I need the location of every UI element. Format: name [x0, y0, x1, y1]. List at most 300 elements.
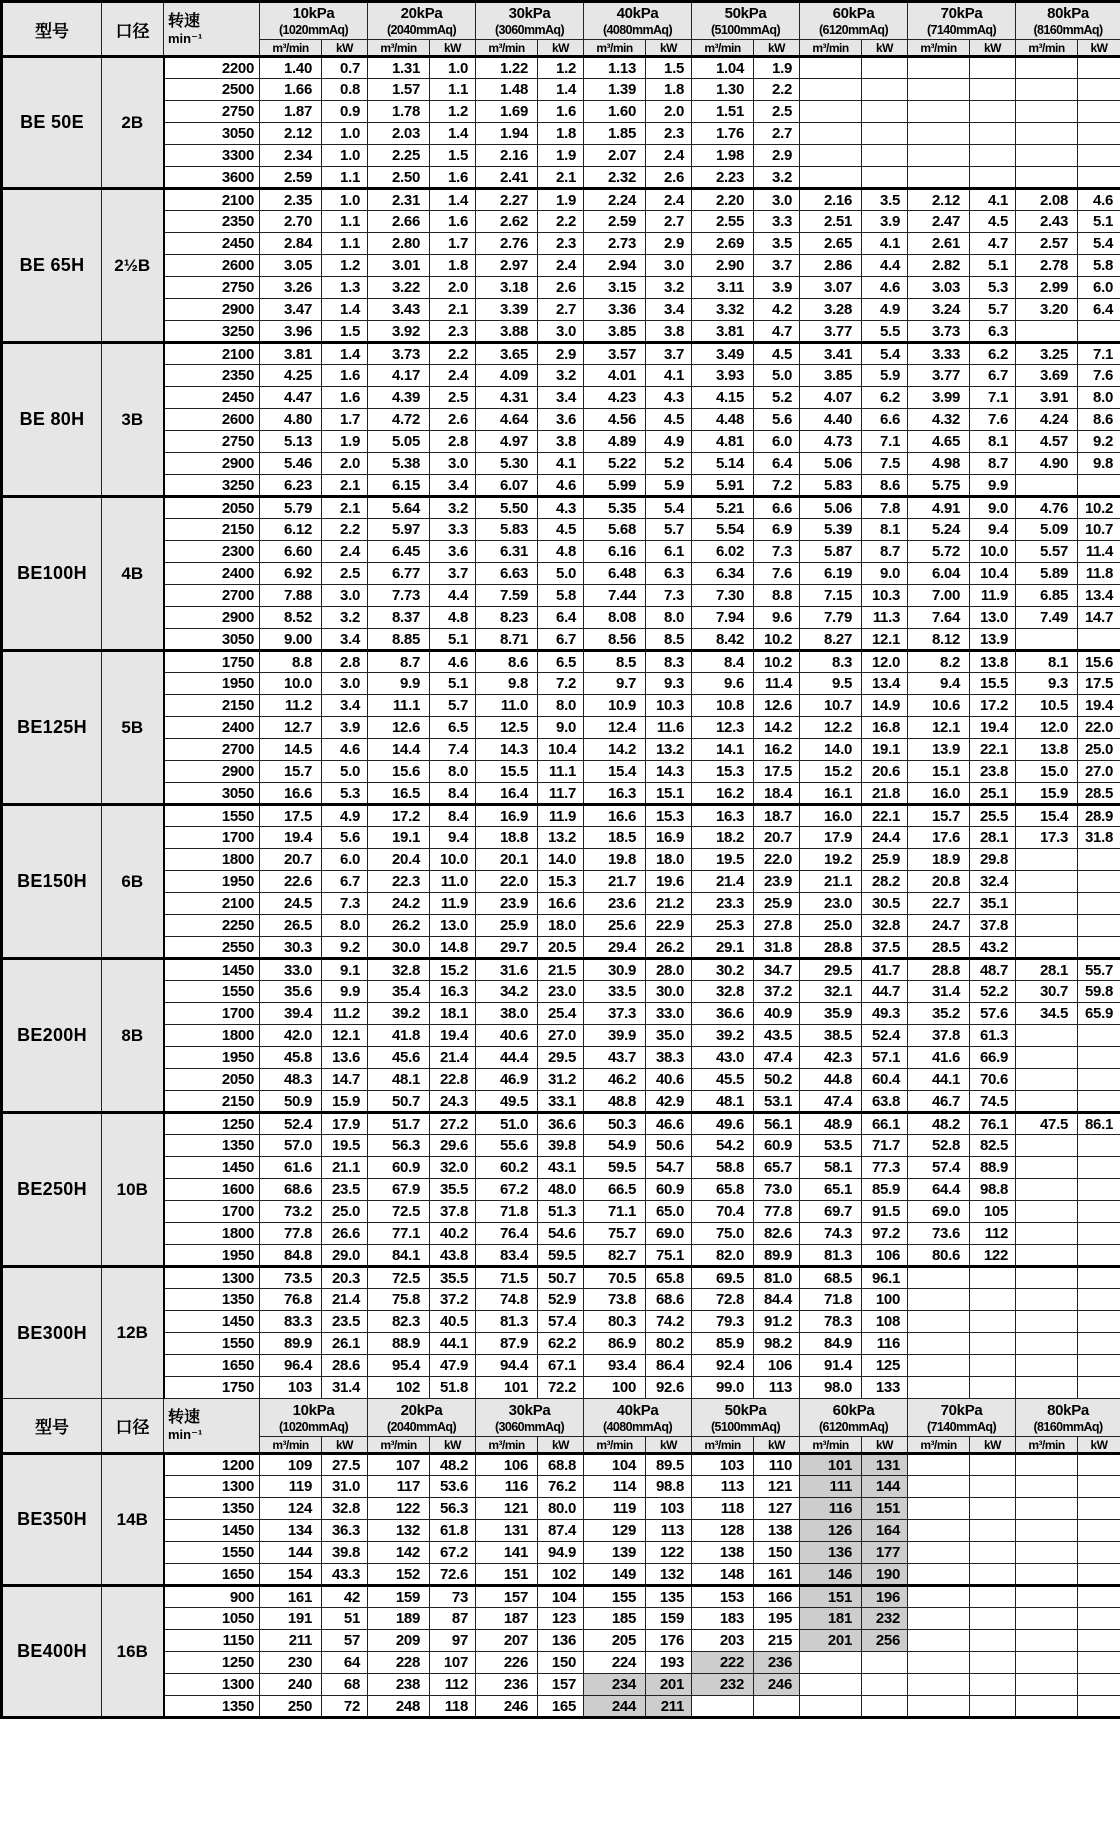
- flow-value-cell: 134: [260, 1520, 322, 1542]
- kw-value-cell: 9.0: [538, 717, 584, 739]
- pressure-kpa-label: 50kPa: [724, 5, 767, 22]
- flow-value-cell: 5.06: [800, 497, 862, 519]
- flow-value-cell: 42.0: [260, 1025, 322, 1047]
- kw-value-cell: 5.1: [430, 673, 476, 695]
- table-row: [2, 321, 1120, 343]
- kw-value-cell: 36.6: [538, 1113, 584, 1135]
- flow-value-cell: 1.69: [476, 101, 538, 123]
- flow-value-cell: 61.6: [260, 1157, 322, 1179]
- flow-value-cell: 16.4: [476, 783, 538, 805]
- flow-value-cell: 98.0: [800, 1377, 862, 1399]
- kw-value-cell: 6.0: [1078, 277, 1120, 299]
- flow-value-cell: 43.7: [584, 1047, 646, 1069]
- table-row: [2, 365, 1120, 387]
- flow-value-cell: 83.3: [260, 1311, 322, 1333]
- speed-header: [164, 2, 260, 57]
- flow-value-cell: 57.0: [260, 1135, 322, 1157]
- flow-value-cell: 75.0: [692, 1223, 754, 1245]
- kw-value-cell: 4.8: [538, 541, 584, 563]
- kw-value-cell: 9.0: [970, 497, 1016, 519]
- kw-value-cell: 61.8: [430, 1520, 476, 1542]
- flow-value-cell: 22.6: [260, 871, 322, 893]
- kw-value-cell: 8.8: [754, 585, 800, 607]
- kw-value-cell: 69.0: [646, 1223, 692, 1245]
- kw-value-cell: 8.1: [970, 431, 1016, 453]
- rpm-cell: 2100: [164, 343, 260, 365]
- kw-value-cell: 16.2: [754, 739, 800, 761]
- kw-unit-header: kW: [754, 1437, 800, 1454]
- kw-unit-header: kW: [322, 1437, 368, 1454]
- kw-value-cell: 16.8: [862, 717, 908, 739]
- flow-value-cell: 16.6: [260, 783, 322, 805]
- kw-value-cell: [1078, 145, 1120, 167]
- kw-value-cell: 40.9: [754, 1003, 800, 1025]
- flow-value-cell: 22.0: [476, 871, 538, 893]
- flow-value-cell: 1.98: [692, 145, 754, 167]
- flow-value-cell: [800, 57, 862, 79]
- kw-value-cell: 3.8: [538, 431, 584, 453]
- flow-value-cell: 1.04: [692, 57, 754, 79]
- kw-value-cell: 123: [538, 1608, 584, 1630]
- flow-unit-header: m³/min: [368, 1437, 430, 1454]
- flow-value-cell: 250: [260, 1696, 322, 1718]
- kw-value-cell: [1078, 1564, 1120, 1586]
- flow-value-cell: [1016, 1652, 1078, 1674]
- flow-value-cell: 3.28: [800, 299, 862, 321]
- flow-value-cell: 6.19: [800, 563, 862, 585]
- kw-value-cell: 2.7: [754, 123, 800, 145]
- flow-value-cell: 2.43: [1016, 211, 1078, 233]
- kw-value-cell: 31.8: [754, 937, 800, 959]
- kw-value-cell: 71.7: [862, 1135, 908, 1157]
- kw-value-cell: 13.0: [970, 607, 1016, 629]
- flow-value-cell: 4.32: [908, 409, 970, 431]
- kw-value-cell: 86.4: [646, 1355, 692, 1377]
- kw-value-cell: 7.3: [322, 893, 368, 915]
- kw-unit-header: kW: [1078, 40, 1120, 57]
- kw-value-cell: 5.4: [1078, 233, 1120, 255]
- flow-value-cell: 35.6: [260, 981, 322, 1003]
- kw-value-cell: 39.8: [538, 1135, 584, 1157]
- flow-value-cell: [1016, 475, 1078, 497]
- kw-value-cell: [1078, 1135, 1120, 1157]
- kw-value-cell: 193: [646, 1652, 692, 1674]
- flow-value-cell: 24.5: [260, 893, 322, 915]
- flow-value-cell: [1016, 1267, 1078, 1289]
- kw-value-cell: 5.3: [322, 783, 368, 805]
- flow-value-cell: 51.7: [368, 1113, 430, 1135]
- table-row: [2, 123, 1120, 145]
- flow-value-cell: 75.8: [368, 1289, 430, 1311]
- table-row: [2, 981, 1120, 1003]
- flow-value-cell: 4.90: [1016, 453, 1078, 475]
- flow-value-cell: 9.7: [584, 673, 646, 695]
- rpm-cell: 2700: [164, 739, 260, 761]
- kw-value-cell: [1078, 1630, 1120, 1652]
- kw-value-cell: 159: [646, 1608, 692, 1630]
- kw-value-cell: 9.3: [646, 673, 692, 695]
- flow-value-cell: 16.5: [368, 783, 430, 805]
- kw-unit-header: kW: [862, 1437, 908, 1454]
- kw-value-cell: 11.4: [754, 673, 800, 695]
- kw-value-cell: [1078, 1476, 1120, 1498]
- flow-value-cell: 73.6: [908, 1223, 970, 1245]
- flow-value-cell: [1016, 1047, 1078, 1069]
- kw-value-cell: 80.2: [646, 1333, 692, 1355]
- flow-value-cell: 2.69: [692, 233, 754, 255]
- flow-value-cell: 7.44: [584, 585, 646, 607]
- pressure-mmaq-label: (3060mmAq): [494, 1419, 565, 1434]
- kw-value-cell: 5.9: [862, 365, 908, 387]
- kw-value-cell: 1.6: [538, 101, 584, 123]
- kw-value-cell: 2.1: [538, 167, 584, 189]
- kw-value-cell: 5.0: [538, 563, 584, 585]
- flow-value-cell: 3.73: [908, 321, 970, 343]
- flow-value-cell: 6.31: [476, 541, 538, 563]
- flow-value-cell: 5.46: [260, 453, 322, 475]
- flow-value-cell: 39.9: [584, 1025, 646, 1047]
- flow-value-cell: 238: [368, 1674, 430, 1696]
- kw-value-cell: 48.2: [430, 1454, 476, 1476]
- flow-value-cell: 57.4: [908, 1157, 970, 1179]
- kw-value-cell: [1078, 79, 1120, 101]
- flow-value-cell: 2.35: [260, 189, 322, 211]
- kw-value-cell: 47.4: [754, 1047, 800, 1069]
- speed-unit-label: min⁻¹: [168, 1427, 203, 1442]
- table-row: [2, 651, 1120, 673]
- flow-value-cell: 2.65: [800, 233, 862, 255]
- flow-value-cell: 3.93: [692, 365, 754, 387]
- flow-value-cell: 72.8: [692, 1289, 754, 1311]
- flow-value-cell: 25.3: [692, 915, 754, 937]
- kw-value-cell: 10.2: [754, 651, 800, 673]
- kw-value-cell: 2.0: [646, 101, 692, 123]
- rpm-cell: 2900: [164, 299, 260, 321]
- kw-value-cell: [970, 1333, 1016, 1355]
- kw-value-cell: 151: [862, 1498, 908, 1520]
- kw-value-cell: 21.4: [322, 1289, 368, 1311]
- kw-value-cell: 6.3: [970, 321, 1016, 343]
- kw-value-cell: 135: [646, 1586, 692, 1608]
- table-row: [2, 277, 1120, 299]
- flow-value-cell: 114: [584, 1476, 646, 1498]
- flow-value-cell: 23.6: [584, 893, 646, 915]
- flow-value-cell: 2.66: [368, 211, 430, 233]
- flow-value-cell: 5.83: [476, 519, 538, 541]
- pressure-kpa-label: 10kPa: [292, 1401, 335, 1419]
- rpm-cell: 1050: [164, 1608, 260, 1630]
- flow-value-cell: 45.8: [260, 1047, 322, 1069]
- kw-value-cell: 2.2: [322, 519, 368, 541]
- kw-value-cell: 1.4: [538, 79, 584, 101]
- flow-value-cell: 2.16: [800, 189, 862, 211]
- kw-value-cell: 52.2: [970, 981, 1016, 1003]
- table-row: [2, 1113, 1120, 1135]
- table-row: [2, 1454, 1120, 1476]
- kw-value-cell: 81.0: [754, 1267, 800, 1289]
- pressure-header: [692, 2, 800, 40]
- pressure-header: [260, 2, 368, 40]
- kw-value-cell: [862, 1652, 908, 1674]
- kw-value-cell: 16.9: [646, 827, 692, 849]
- flow-unit-header: m³/min: [260, 1437, 322, 1454]
- kw-value-cell: 4.9: [322, 805, 368, 827]
- kw-value-cell: 23.5: [322, 1311, 368, 1333]
- flow-value-cell: 1.39: [584, 79, 646, 101]
- kw-value-cell: 4.9: [646, 431, 692, 453]
- flow-value-cell: 207: [476, 1630, 538, 1652]
- flow-value-cell: 16.6: [584, 805, 646, 827]
- kw-value-cell: 8.0: [1078, 387, 1120, 409]
- kw-value-cell: 2.2: [754, 79, 800, 101]
- flow-value-cell: 183: [692, 1608, 754, 1630]
- rpm-cell: 3250: [164, 321, 260, 343]
- rpm-cell: 1350: [164, 1289, 260, 1311]
- flow-value-cell: 10.6: [908, 695, 970, 717]
- kw-value-cell: 57: [322, 1630, 368, 1652]
- flow-value-cell: 3.20: [1016, 299, 1078, 321]
- flow-value-cell: 80.3: [584, 1311, 646, 1333]
- table-row: [2, 871, 1120, 893]
- kw-value-cell: 21.2: [646, 893, 692, 915]
- flow-value-cell: 8.3: [800, 651, 862, 673]
- rpm-cell: 2350: [164, 211, 260, 233]
- flow-value-cell: 73.2: [260, 1201, 322, 1223]
- flow-value-cell: 3.77: [908, 365, 970, 387]
- flow-value-cell: 30.0: [368, 937, 430, 959]
- flow-value-cell: 14.5: [260, 739, 322, 761]
- kw-value-cell: 92.6: [646, 1377, 692, 1399]
- flow-value-cell: 29.5: [800, 959, 862, 981]
- kw-value-cell: 52.9: [538, 1289, 584, 1311]
- kw-value-cell: 76.1: [970, 1113, 1016, 1135]
- kw-value-cell: 89.9: [754, 1245, 800, 1267]
- flow-value-cell: 32.1: [800, 981, 862, 1003]
- flow-value-cell: 5.05: [368, 431, 430, 453]
- kw-value-cell: 215: [754, 1630, 800, 1652]
- kw-value-cell: [1078, 1267, 1120, 1289]
- flow-value-cell: 53.5: [800, 1135, 862, 1157]
- flow-value-cell: 2.90: [692, 255, 754, 277]
- flow-value-cell: 15.0: [1016, 761, 1078, 783]
- flow-value-cell: 6.04: [908, 563, 970, 585]
- kw-value-cell: 1.9: [538, 189, 584, 211]
- kw-value-cell: 24.4: [862, 827, 908, 849]
- kw-value-cell: 1.2: [538, 57, 584, 79]
- kw-value-cell: 6.6: [754, 497, 800, 519]
- kw-value-cell: 8.1: [862, 519, 908, 541]
- flow-value-cell: 5.35: [584, 497, 646, 519]
- kw-value-cell: 8.0: [430, 761, 476, 783]
- flow-value-cell: 2.84: [260, 233, 322, 255]
- caliber-cell: 5B: [102, 651, 164, 805]
- kw-value-cell: [1078, 1289, 1120, 1311]
- flow-value-cell: 5.79: [260, 497, 322, 519]
- kw-value-cell: 6.5: [538, 651, 584, 673]
- table-row: [2, 1245, 1120, 1267]
- flow-value-cell: 1.13: [584, 57, 646, 79]
- kw-value-cell: 14.3: [646, 761, 692, 783]
- kw-value-cell: 10.4: [970, 563, 1016, 585]
- flow-value-cell: 29.1: [692, 937, 754, 959]
- kw-value-cell: 19.4: [970, 717, 1016, 739]
- kw-value-cell: 19.6: [646, 871, 692, 893]
- kw-value-cell: [862, 101, 908, 123]
- kw-value-cell: 9.9: [970, 475, 1016, 497]
- rpm-cell: 2400: [164, 717, 260, 739]
- flow-value-cell: 5.72: [908, 541, 970, 563]
- kw-value-cell: 36.3: [322, 1520, 368, 1542]
- flow-value-cell: 4.39: [368, 387, 430, 409]
- flow-value-cell: 8.42: [692, 629, 754, 651]
- flow-value-cell: 69.7: [800, 1201, 862, 1223]
- kw-value-cell: 7.1: [970, 387, 1016, 409]
- kw-value-cell: 6.7: [538, 629, 584, 651]
- kw-value-cell: [970, 1674, 1016, 1696]
- rpm-cell: 1350: [164, 1135, 260, 1157]
- kw-value-cell: 29.5: [538, 1047, 584, 1069]
- kw-value-cell: 64: [322, 1652, 368, 1674]
- table-row: [2, 497, 1120, 519]
- kw-value-cell: 74.5: [970, 1091, 1016, 1113]
- kw-value-cell: [1078, 1025, 1120, 1047]
- flow-value-cell: 8.27: [800, 629, 862, 651]
- kw-value-cell: 7.2: [538, 673, 584, 695]
- kw-value-cell: [970, 1586, 1016, 1608]
- pressure-kpa-label: 70kPa: [940, 5, 983, 22]
- flow-value-cell: 3.88: [476, 321, 538, 343]
- flow-value-cell: 81.3: [800, 1245, 862, 1267]
- table-row: [2, 519, 1120, 541]
- flow-value-cell: 9.4: [908, 673, 970, 695]
- flow-unit-header: m³/min: [1016, 1437, 1078, 1454]
- flow-value-cell: 5.39: [800, 519, 862, 541]
- rpm-cell: 3050: [164, 783, 260, 805]
- flow-value-cell: 148: [692, 1564, 754, 1586]
- kw-value-cell: 26.6: [322, 1223, 368, 1245]
- kw-value-cell: 12.0: [862, 651, 908, 673]
- flow-unit-header: m³/min: [476, 1437, 538, 1454]
- flow-value-cell: [908, 1696, 970, 1718]
- kw-value-cell: 61.3: [970, 1025, 1016, 1047]
- kw-value-cell: 43.3: [322, 1564, 368, 1586]
- kw-value-cell: 1.6: [322, 365, 368, 387]
- table-row: [2, 1267, 1120, 1289]
- kw-value-cell: 10.7: [1078, 519, 1120, 541]
- flow-value-cell: 18.9: [908, 849, 970, 871]
- kw-value-cell: [970, 1377, 1016, 1399]
- flow-value-cell: 47.4: [800, 1091, 862, 1113]
- flow-value-cell: 4.17: [368, 365, 430, 387]
- flow-value-cell: 52.4: [260, 1113, 322, 1135]
- flow-value-cell: 26.2: [368, 915, 430, 937]
- rpm-cell: 1650: [164, 1355, 260, 1377]
- rpm-cell: 1450: [164, 1520, 260, 1542]
- flow-value-cell: 2.23: [692, 167, 754, 189]
- table-row: [2, 673, 1120, 695]
- flow-value-cell: 2.62: [476, 211, 538, 233]
- table-row: [2, 1674, 1120, 1696]
- kw-value-cell: 14.7: [322, 1069, 368, 1091]
- rpm-cell: 1300: [164, 1267, 260, 1289]
- kw-value-cell: 14.0: [538, 849, 584, 871]
- kw-value-cell: 7.1: [1078, 343, 1120, 365]
- pressure-mmaq-label: (4080mmAq): [602, 1419, 673, 1434]
- rpm-cell: 2750: [164, 277, 260, 299]
- kw-value-cell: 65.9: [1078, 1003, 1120, 1025]
- kw-value-cell: 42: [322, 1586, 368, 1608]
- kw-value-cell: 11.9: [430, 893, 476, 915]
- kw-value-cell: 150: [754, 1542, 800, 1564]
- flow-value-cell: 10.8: [692, 695, 754, 717]
- rpm-cell: 1700: [164, 1003, 260, 1025]
- flow-value-cell: 2.41: [476, 167, 538, 189]
- kw-value-cell: 236: [754, 1652, 800, 1674]
- kw-value-cell: 15.6: [1078, 651, 1120, 673]
- table-row: [2, 805, 1120, 827]
- flow-value-cell: 5.50: [476, 497, 538, 519]
- flow-value-cell: [908, 1630, 970, 1652]
- flow-value-cell: [1016, 167, 1078, 189]
- kw-value-cell: [862, 145, 908, 167]
- kw-value-cell: 5.2: [646, 453, 692, 475]
- flow-value-cell: 15.1: [908, 761, 970, 783]
- kw-value-cell: 35.5: [430, 1179, 476, 1201]
- kw-value-cell: [1078, 1047, 1120, 1069]
- flow-value-cell: 3.32: [692, 299, 754, 321]
- flow-value-cell: 50.3: [584, 1113, 646, 1135]
- kw-value-cell: 3.7: [754, 255, 800, 277]
- flow-value-cell: 8.1: [1016, 651, 1078, 673]
- kw-value-cell: 176: [646, 1630, 692, 1652]
- kw-value-cell: 1.9: [538, 145, 584, 167]
- flow-value-cell: 52.8: [908, 1135, 970, 1157]
- kw-value-cell: 4.6: [538, 475, 584, 497]
- flow-value-cell: 119: [584, 1498, 646, 1520]
- kw-value-cell: 121: [754, 1476, 800, 1498]
- flow-value-cell: 9.9: [368, 673, 430, 695]
- kw-value-cell: 2.4: [538, 255, 584, 277]
- table-row: [2, 1047, 1120, 1069]
- flow-value-cell: 79.3: [692, 1311, 754, 1333]
- pressure-header: [584, 1399, 692, 1437]
- kw-value-cell: 63.8: [862, 1091, 908, 1113]
- flow-value-cell: 3.69: [1016, 365, 1078, 387]
- kw-value-cell: 18.0: [538, 915, 584, 937]
- kw-unit-header: kW: [754, 40, 800, 57]
- flow-value-cell: 29.7: [476, 937, 538, 959]
- kw-value-cell: 77.3: [862, 1157, 908, 1179]
- flow-value-cell: 35.4: [368, 981, 430, 1003]
- flow-value-cell: 2.73: [584, 233, 646, 255]
- flow-value-cell: [800, 145, 862, 167]
- rpm-cell: 1350: [164, 1498, 260, 1520]
- kw-value-cell: 7.4: [430, 739, 476, 761]
- rpm-cell: 1800: [164, 1223, 260, 1245]
- pressure-header: [476, 2, 584, 40]
- flow-unit-header: m³/min: [692, 1437, 754, 1454]
- table-row: [2, 57, 1120, 79]
- kw-value-cell: 0.8: [322, 79, 368, 101]
- kw-value-cell: 17.9: [322, 1113, 368, 1135]
- flow-value-cell: 236: [476, 1674, 538, 1696]
- kw-value-cell: [1078, 1498, 1120, 1520]
- flow-value-cell: 3.85: [584, 321, 646, 343]
- table-row: [2, 761, 1120, 783]
- kw-value-cell: 1.6: [430, 167, 476, 189]
- kw-value-cell: [970, 1454, 1016, 1476]
- rpm-cell: 2200: [164, 57, 260, 79]
